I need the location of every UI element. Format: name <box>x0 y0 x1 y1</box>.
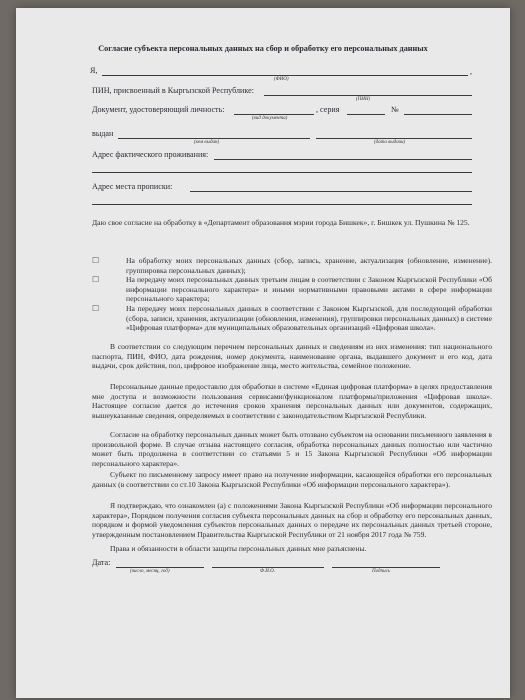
registration-address-label: Адрес места прописки: <box>92 182 173 191</box>
issued-label: выдан <box>92 129 114 138</box>
document-type-caption: (вид документа) <box>252 116 288 121</box>
bullet-processing: На обработку моих персональных данных (сбор, запись, хранение, актуализация (обновление, изменение). группировка персональных данных); <box>126 256 492 275</box>
document-type-line[interactable] <box>234 114 314 115</box>
actual-address-line-2[interactable] <box>92 172 472 173</box>
paragraph-purpose: Персональные данные предоставлю для обработки в системе «Единая цифровая платформа» в целях предоставления мне доступа и возможности пользования сервисами/функционалом платформы/приложения «Цифровая школа». Настоящее согласие дается до истечения сроков хранения персональных данных или документов, содержащих, вышеуказанные сведения, определяемых в соответствии с законодательством Кыргызской Республики. <box>92 382 492 420</box>
date-label: Дата: <box>92 558 111 567</box>
fio-end: , <box>470 67 473 76</box>
actual-address-label: Адрес фактического проживания: <box>92 150 209 159</box>
name-caption: Ф.И.О. <box>260 569 275 574</box>
signature-caption: Подпись <box>372 569 391 574</box>
date-line[interactable] <box>116 567 204 568</box>
issue-date-line[interactable] <box>316 138 472 139</box>
fio-line[interactable] <box>102 75 468 76</box>
document-title: Согласие субъекта персональных данных на сбор и обработку его персональных данных <box>98 44 428 53</box>
date-caption: (число, месяц, год) <box>130 569 170 574</box>
checkbox-third-party-transfer[interactable]: ☐ <box>92 275 100 284</box>
checkbox-platform-transfer[interactable]: ☐ <box>92 304 100 313</box>
fio-prefix: Я, <box>90 66 98 75</box>
registration-address-line-2[interactable] <box>92 204 472 205</box>
paragraph-rights-explained: Права и обязанности в области защиты персональных данных мне разъяснены. <box>110 544 367 553</box>
consent-form-sheet <box>16 8 510 698</box>
signature-line[interactable] <box>332 567 440 568</box>
series-label: , серия <box>316 105 340 114</box>
document-label: Документ, удостоверяющий личность: <box>92 105 225 114</box>
issuer-caption: (кем выдан) <box>194 140 220 145</box>
paragraph-acknowledgement: Я подтверждаю, что ознакомлен (а) с положениями Закона Кыргызской Республики «Об информации персонального характера», Порядком получения согласия субъекта персональных данных на сбор и обработку его персональных данных, порядком и формой уведомления субъектов персональных данных о передаче их персональных данных третьей стороне, утвержденным постановлением Правительства Кыргызской Республики от 21 ноября 2017 года № 759. <box>92 501 492 539</box>
pin-caption: (ПИН) <box>356 97 371 102</box>
number-label: № <box>391 105 399 114</box>
issuer-line[interactable] <box>118 138 310 139</box>
bullet-third-party-transfer: На передачу моих персональных данных третьим лицам в соответствии с Законом Кыргызской Республики «Об информации персонального характера» и иными нормативными правовыми актами в сфере информации персонального характера; <box>126 275 492 304</box>
bullet-platform-transfer: На передачу моих персональных данных в соответствии с Законом Кыргызской, для последующей обработки (сбора, записи, хранения, актуализации (обновления, изменения), группировки персональных данных) в системе «Цифровая платформа» для муниципальных образовательных организаций «Цифровая школа». <box>126 304 492 333</box>
paragraph-data-list: В соответствии со следующим перечнем персональных данных и сведениям из них изменения: тип национального паспорта, ПИН, ФИО, дата рождения, номер документа, наименование органа, выдавшего документ и его код, дата выдачи, срок действия, пол, цифровое изображение лица, место жительства, семейное положение. <box>92 342 492 371</box>
series-line[interactable] <box>347 114 385 115</box>
fio-caption: (ФИО) <box>274 77 289 82</box>
checkbox-processing[interactable]: ☐ <box>92 256 100 265</box>
issue-date-caption: (дата выдачи) <box>374 140 406 145</box>
paragraph-information-request: Субъект по письменному запросу имеет право на получение информации, касающейся обработки его персональных данных (в соответствии со ст.10 Закона Кыргызской Республики «Об информации персонального характера»). <box>92 470 492 489</box>
paragraph-withdrawal: Согласие на обработку персональных данных может быть отозвано субъектом на основании письменного заявления в произвольной форме. В случае отзыва настоящего согласия, обработка персональных данных полностью или частично может быть продолжена в соответствии со статьями 5 и 15 Закона Кыргызской Республики «Об информации персонального характера». <box>92 430 492 468</box>
name-line[interactable] <box>212 567 324 568</box>
registration-address-line-1[interactable] <box>190 191 472 192</box>
pin-line[interactable] <box>264 95 472 96</box>
actual-address-line-1[interactable] <box>214 159 472 160</box>
consent-intro: Даю свое согласие на обработку в «Департамент образования мэрии города Бишкек», г. Бишкек ул. Пушкина № 125. <box>92 218 470 227</box>
number-line[interactable] <box>404 114 472 115</box>
pin-label: ПИН, присвоенный в Кыргызской Республике: <box>92 86 254 95</box>
